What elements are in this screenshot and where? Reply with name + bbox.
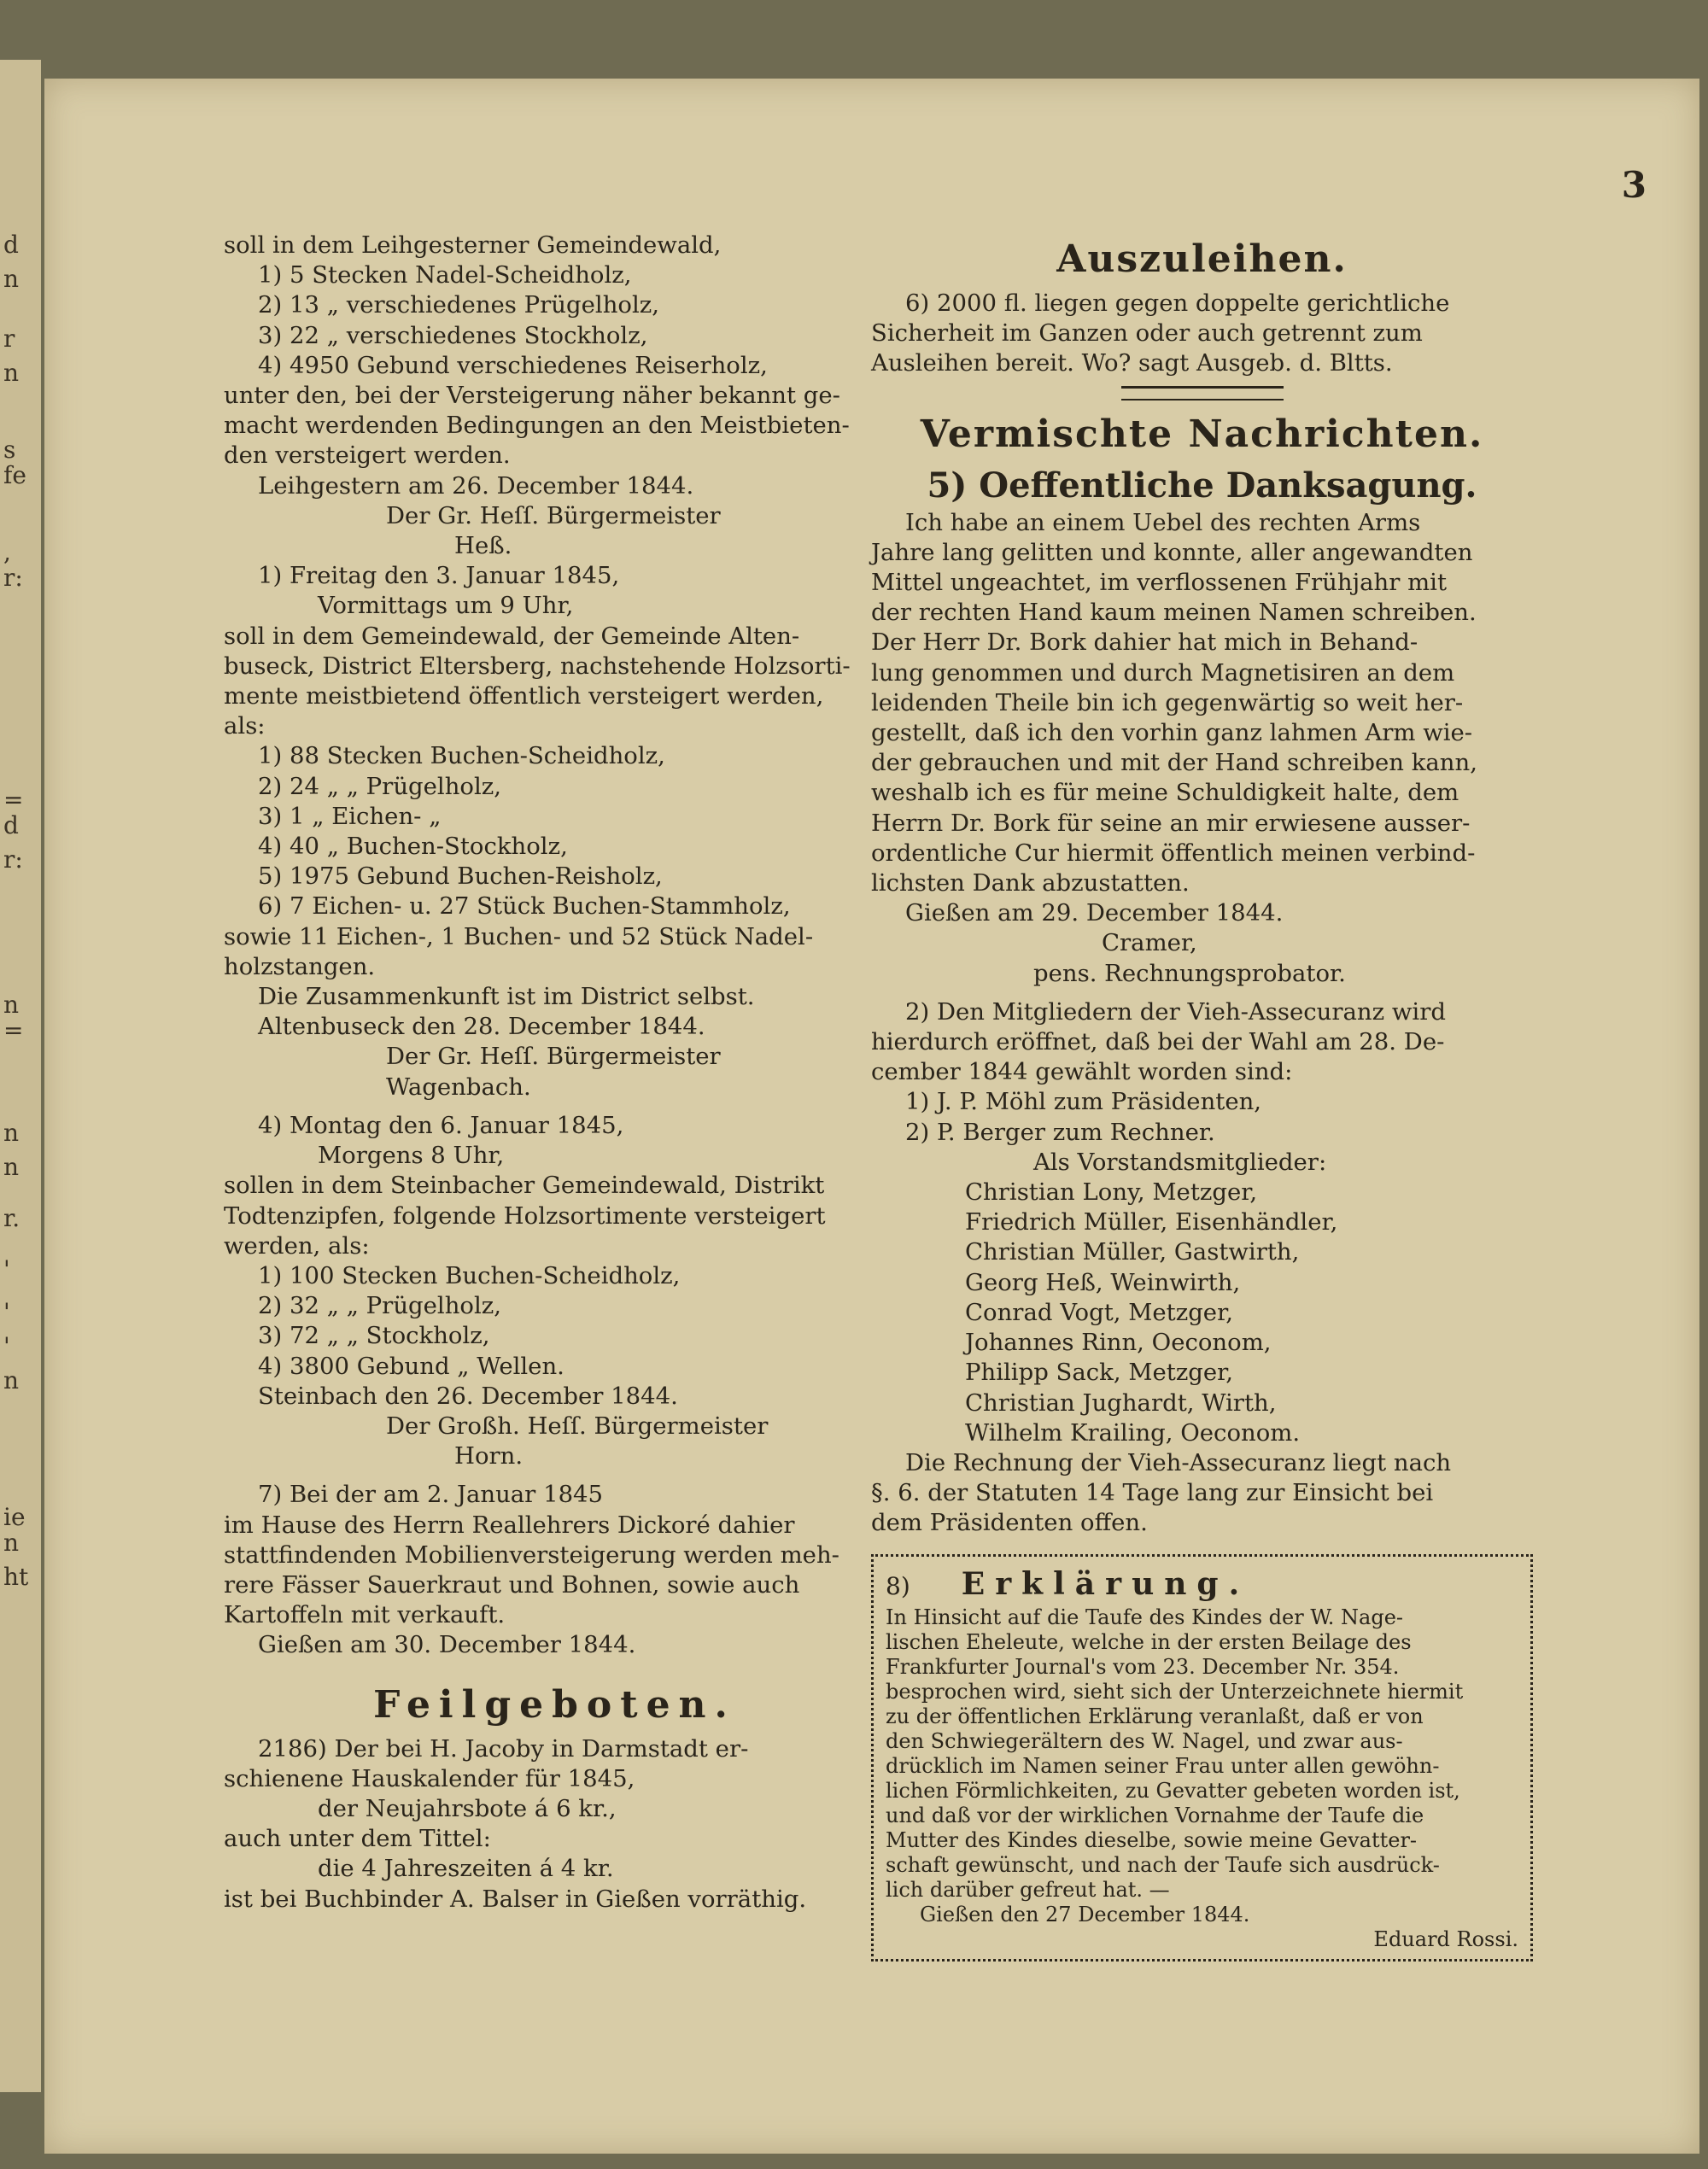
left-column-line: Wagenbach.	[386, 1073, 531, 1101]
feilgeboten-line: 2186) Der bei H. Jacoby in Darmstadt er-	[258, 1734, 749, 1763]
left-column-line: Steinbach den 26. December 1844.	[258, 1382, 678, 1410]
vermischte-line: Mittel ungeachtet, im verflossenen Frühjahr mit	[871, 569, 1448, 597]
facing-page-edge	[0, 60, 41, 2092]
facing-page-fragment: d	[3, 231, 19, 259]
left-column-line: Der Gr. Heſſ. Bürgermeister	[386, 501, 721, 529]
facing-page-fragment: ,	[3, 538, 11, 566]
left-column-line: 1) Freitag den 3. Januar 1845,	[258, 562, 620, 590]
left-column-body	[224, 231, 886, 1661]
facing-page-fragment: '	[3, 1332, 10, 1360]
auszuleihen-line: Sicherheit im Ganzen oder auch getrennt zum	[871, 319, 1423, 348]
left-column-line: Horn.	[454, 1442, 524, 1470]
subheading-danksagung: 5) Oeffentliche Danksagung.	[927, 465, 1477, 506]
left-column-line: 3) 72 „ „ Stockholz,	[258, 1322, 490, 1350]
left-column-line: macht werdenden Bedingungen an den Meistbieten-	[224, 412, 850, 440]
erklaerung-line: lischen Eheleute, welche in der ersten Beilage des	[886, 1629, 1412, 1654]
facing-page-fragment: ie	[3, 1503, 26, 1531]
vermischte-line: Als Vorstandsmitglieder:	[1033, 1148, 1327, 1176]
left-column-line: 4) Montag den 6. Januar 1845,	[258, 1111, 624, 1139]
left-column-line: Der Großh. Heſſ. Bürgermeister	[386, 1412, 769, 1440]
left-column-line: unter den, bei der Versteigerung näher bekannt ge-	[224, 382, 840, 410]
facing-page-fragment: =	[3, 786, 24, 814]
erklaerung-line: Mutter des Kindes dieselbe, sowie meine Gevatter-	[886, 1827, 1418, 1852]
facing-page-fragment: n	[3, 1119, 20, 1147]
vermischte-line: Philipp Sack, Metzger,	[965, 1359, 1234, 1387]
left-column-line: Kartoffeln mit verkauft.	[224, 1601, 506, 1629]
erklaerung-body	[886, 1605, 1518, 1952]
left-column-line: 5) 1975 Gebund Buchen-Reisholz,	[258, 862, 663, 891]
left-column-line: 2) 13 „ verschiedenes Prügelholz,	[258, 291, 659, 319]
left-column-line	[224, 1102, 886, 1111]
left-column-line: 4) 40 „ Buchen-Stockholz,	[258, 833, 568, 861]
facing-page-fragment: n	[3, 359, 20, 387]
left-column-line: 4) 3800 Gebund „ Wellen.	[258, 1352, 564, 1380]
left-column-line: Todtenzipfen, folgende Holzsortimente versteigert	[224, 1201, 826, 1230]
facing-page-fragment: fe	[3, 461, 26, 489]
vermischte-line: ordentliche Cur hiermit öffentlich meinen verbind-	[871, 839, 1476, 867]
feilgeboten-line: schienene Hauskalender für 1845,	[224, 1764, 635, 1792]
vermischte-line: der rechten Hand kaum meinen Namen schreiben.	[871, 599, 1477, 627]
vermischte-line: Ich habe an einem Uebel des rechten Arms	[905, 508, 1421, 536]
erklaerung-line: schaft gewünscht, und nach der Taufe sich ausdrück-	[886, 1852, 1440, 1877]
vermischte-line: Christian Müller, Gastwirth,	[965, 1238, 1300, 1266]
left-column-line: Heß.	[454, 532, 512, 560]
vermischte-line: leidenden Theile bin ich gegenwärtig so weit her-	[871, 688, 1464, 716]
vermischte-line: Johannes Rinn, Oeconom,	[965, 1329, 1272, 1357]
left-column-line: mente meistbietend öffentlich versteigert werden,	[224, 682, 824, 710]
vermischte-line: cember 1844 gewählt worden sind:	[871, 1058, 1293, 1086]
vermischte-line: hierdurch eröffnet, daß bei der Wahl am 28. De-	[871, 1028, 1445, 1056]
facing-page-fragment: r:	[3, 845, 23, 874]
left-column-line: werden, als:	[224, 1231, 370, 1260]
right-column	[871, 231, 1533, 1961]
vermischte-line: 2) P. Berger zum Rechner.	[905, 1118, 1215, 1146]
vermischte-line: 2) Den Mitgliedern der Vieh-Assecuranz wird	[905, 997, 1446, 1026]
section-heading-vermischte: Vermischte Nachrichten.	[920, 412, 1484, 456]
vermischte-line: weshalb ich es für meine Schuldigkeit halte, dem	[871, 779, 1459, 807]
vermischte-line: Gießen am 29. December 1844.	[905, 899, 1284, 927]
erklaerung-line: lich darüber gefreut hat. —	[886, 1877, 1170, 1902]
left-column-line: Altenbuseck den 28. December 1844.	[258, 1013, 705, 1041]
vermischte-line: lichsten Dank abzustatten.	[871, 869, 1190, 897]
left-column-line: den versteigert werden.	[224, 441, 511, 470]
left-column-line: Gießen am 30. December 1844.	[258, 1631, 636, 1659]
left-column-line: Leihgestern am 26. December 1844.	[258, 471, 694, 500]
left-column-line: 2) 32 „ „ Prügelholz,	[258, 1292, 502, 1320]
left-column-line: 1) 88 Stecken Buchen-Scheidholz,	[258, 742, 665, 770]
facing-page-fragment: r	[3, 324, 15, 353]
section-divider	[1121, 399, 1284, 400]
left-column-line: 1) 5 Stecken Nadel-Scheidholz,	[258, 261, 632, 289]
facing-page-fragment: '	[3, 1255, 10, 1283]
vermischte-line: dem Präsidenten offen.	[871, 1509, 1148, 1537]
vermischte-body	[871, 508, 1533, 1539]
page-number: 3	[1621, 164, 1647, 206]
erklaerung-line: besprochen wird, sieht sich der Unterzeichnete hiermit	[886, 1679, 1464, 1704]
facing-page-fragment: r.	[3, 1204, 20, 1232]
erklaerung-line: und daß vor der wirklichen Vornahme der Taufe die	[886, 1803, 1424, 1827]
left-column-line: 3) 22 „ verschiedenes Stockholz,	[258, 321, 648, 349]
feilgeboten-line: die 4 Jahreszeiten á 4 kr.	[318, 1855, 614, 1883]
vermischte-line: Cramer,	[1102, 929, 1197, 957]
erklaerung-box	[871, 1554, 1533, 1961]
facing-page-fragment: n	[3, 1366, 20, 1394]
vermischte-line: Friedrich Müller, Eisenhändler,	[965, 1208, 1338, 1237]
newspaper-page	[44, 79, 1699, 2154]
left-column	[224, 231, 886, 1915]
vermischte-line: lung genommen und durch Magnetisiren an dem	[871, 658, 1455, 687]
erklaerung-heading	[886, 1565, 1518, 1605]
erklaerung-line: zu der öffentlichen Erklärung veranlaßt, daß er von	[886, 1704, 1424, 1728]
facing-page-fragment: n	[3, 1529, 20, 1557]
vermischte-line: Der Herr Dr. Bork dahier hat mich in Behand-	[871, 628, 1418, 657]
erklaerung-title: Erklärung.	[961, 1565, 1250, 1602]
feilgeboten-line: auch unter dem Tittel:	[224, 1825, 491, 1853]
facing-page-fragment: r:	[3, 564, 23, 592]
vermischte-line: pens. Rechnungsprobator.	[1033, 959, 1346, 987]
facing-page-fragment: ht	[3, 1563, 29, 1591]
section-heading-auszuleihen: Auszuleihen.	[1056, 237, 1348, 281]
erklaerung-line: In Hinsicht auf die Taufe des Kindes der W. Nage-	[886, 1605, 1404, 1629]
facing-page-fragment: '	[3, 1298, 10, 1326]
erklaerung-line: Frankfurter Journal's vom 23. December Nr. 354.	[886, 1654, 1400, 1679]
erklaerung-line: lichen Förmlichkeiten, zu Gevatter gebeten worden ist,	[886, 1778, 1460, 1803]
section-heading-feilgeboten: Feilgeboten.	[373, 1682, 736, 1727]
left-column-line: 4) 4950 Gebund verschiedenes Reiserholz,	[258, 351, 768, 379]
vermischte-line: Herrn Dr. Bork für seine an mir erwiesene ausser-	[871, 809, 1471, 837]
left-column-line: stattfindenden Mobilienversteigerung werden meh-	[224, 1541, 839, 1569]
vermischte-line: Georg Heß, Weinwirth,	[965, 1268, 1241, 1296]
erklaerung-number: 8)	[886, 1571, 910, 1600]
vermischte-line: 1) J. P. Möhl zum Präsidenten,	[905, 1088, 1262, 1116]
erklaerung-line: Gießen den 27 December 1844.	[920, 1902, 1250, 1926]
facing-page-fragment: n	[3, 1153, 20, 1181]
left-column-line: soll in dem Gemeindewald, der Gemeinde Alten-	[224, 622, 800, 650]
left-column-line: holzstangen.	[224, 952, 376, 980]
left-column-line: Die Zusammenkunft ist im District selbst.	[258, 983, 755, 1011]
facing-page-fragment: d	[3, 811, 19, 839]
erklaerung-line: drücklich im Namen seiner Frau unter allen gewöhn-	[886, 1753, 1440, 1778]
left-column-line: als:	[224, 712, 266, 740]
vermischte-line	[871, 989, 1533, 997]
left-column-line	[224, 1471, 886, 1480]
vermischte-line: §. 6. der Statuten 14 Tage lang zur Einsicht bei	[871, 1479, 1434, 1507]
vermischte-line: Conrad Vogt, Metzger,	[965, 1298, 1233, 1326]
auszuleihen-line: 6) 2000 fl. liegen gegen doppelte gerichtliche	[905, 289, 1450, 317]
left-column-line: 1) 100 Stecken Buchen-Scheidholz,	[258, 1261, 681, 1289]
auszuleihen-line: Ausleihen bereit. Wo? sagt Ausgeb. d. Bltts.	[871, 349, 1393, 377]
auszuleihen-body	[871, 289, 1533, 379]
vermischte-line: Die Rechnung der Vieh-Assecuranz liegt nach	[905, 1448, 1452, 1476]
left-column-line: sowie 11 Eichen-, 1 Buchen- und 52 Stück Nadel-	[224, 922, 814, 950]
left-column-line: buseck, District Eltersberg, nachstehende Holzsorti-	[224, 652, 851, 680]
vermischte-line: Jahre lang gelitten und konnte, aller angewandten	[871, 538, 1473, 566]
left-column-line: Vormittags um 9 Uhr,	[318, 592, 574, 620]
facing-page-fragment: n	[3, 265, 20, 293]
left-column-line: Morgens 8 Uhr,	[318, 1142, 505, 1170]
vermischte-line: Christian Jughardt, Wirth,	[965, 1389, 1277, 1417]
left-column-line: im Hause des Herrn Reallehrers Dickoré dahier	[224, 1511, 795, 1539]
left-column-line: 6) 7 Eichen- u. 27 Stück Buchen-Stammholz,	[258, 892, 791, 921]
left-column-line: 2) 24 „ „ Prügelholz,	[258, 772, 502, 800]
facing-page-fragment: s	[3, 436, 16, 464]
erklaerung-line: Eduard Rossi.	[1373, 1926, 1518, 1951]
vermischte-line: Christian Lony, Metzger,	[965, 1178, 1258, 1207]
vermischte-line: Wilhelm Krailing, Oeconom.	[965, 1418, 1301, 1447]
vermischte-line: gestellt, daß ich den vorhin ganz lahmen Arm wie-	[871, 719, 1473, 747]
left-column-line: Der Gr. Heſſ. Bürgermeister	[386, 1043, 721, 1071]
left-column-line: sollen in dem Steinbacher Gemeindewald, Distrikt	[224, 1172, 825, 1200]
vermischte-line: der gebrauchen und mit der Hand schreiben kann,	[871, 749, 1477, 777]
left-column-line: 7) Bei der am 2. Januar 1845	[258, 1481, 604, 1509]
feilgeboten-line: der Neujahrsbote á 6 kr.,	[318, 1794, 617, 1822]
section-divider	[1121, 386, 1284, 389]
facing-page-fragment: =	[3, 1016, 24, 1044]
facing-page-fragment: n	[3, 991, 20, 1019]
left-column-line: 3) 1 „ Eichen- „	[258, 802, 442, 830]
left-column-line: rere Fässer Sauerkraut und Bohnen, sowie auch	[224, 1570, 800, 1599]
left-column-line: soll in dem Leihgesterner Gemeindewald,	[224, 231, 722, 259]
erklaerung-line: den Schwiegerältern des W. Nagel, und zwar aus-	[886, 1728, 1403, 1753]
feilgeboten-body	[224, 1734, 886, 1915]
feilgeboten-line: ist bei Buchbinder A. Balser in Gießen vorräthig.	[224, 1885, 807, 1913]
